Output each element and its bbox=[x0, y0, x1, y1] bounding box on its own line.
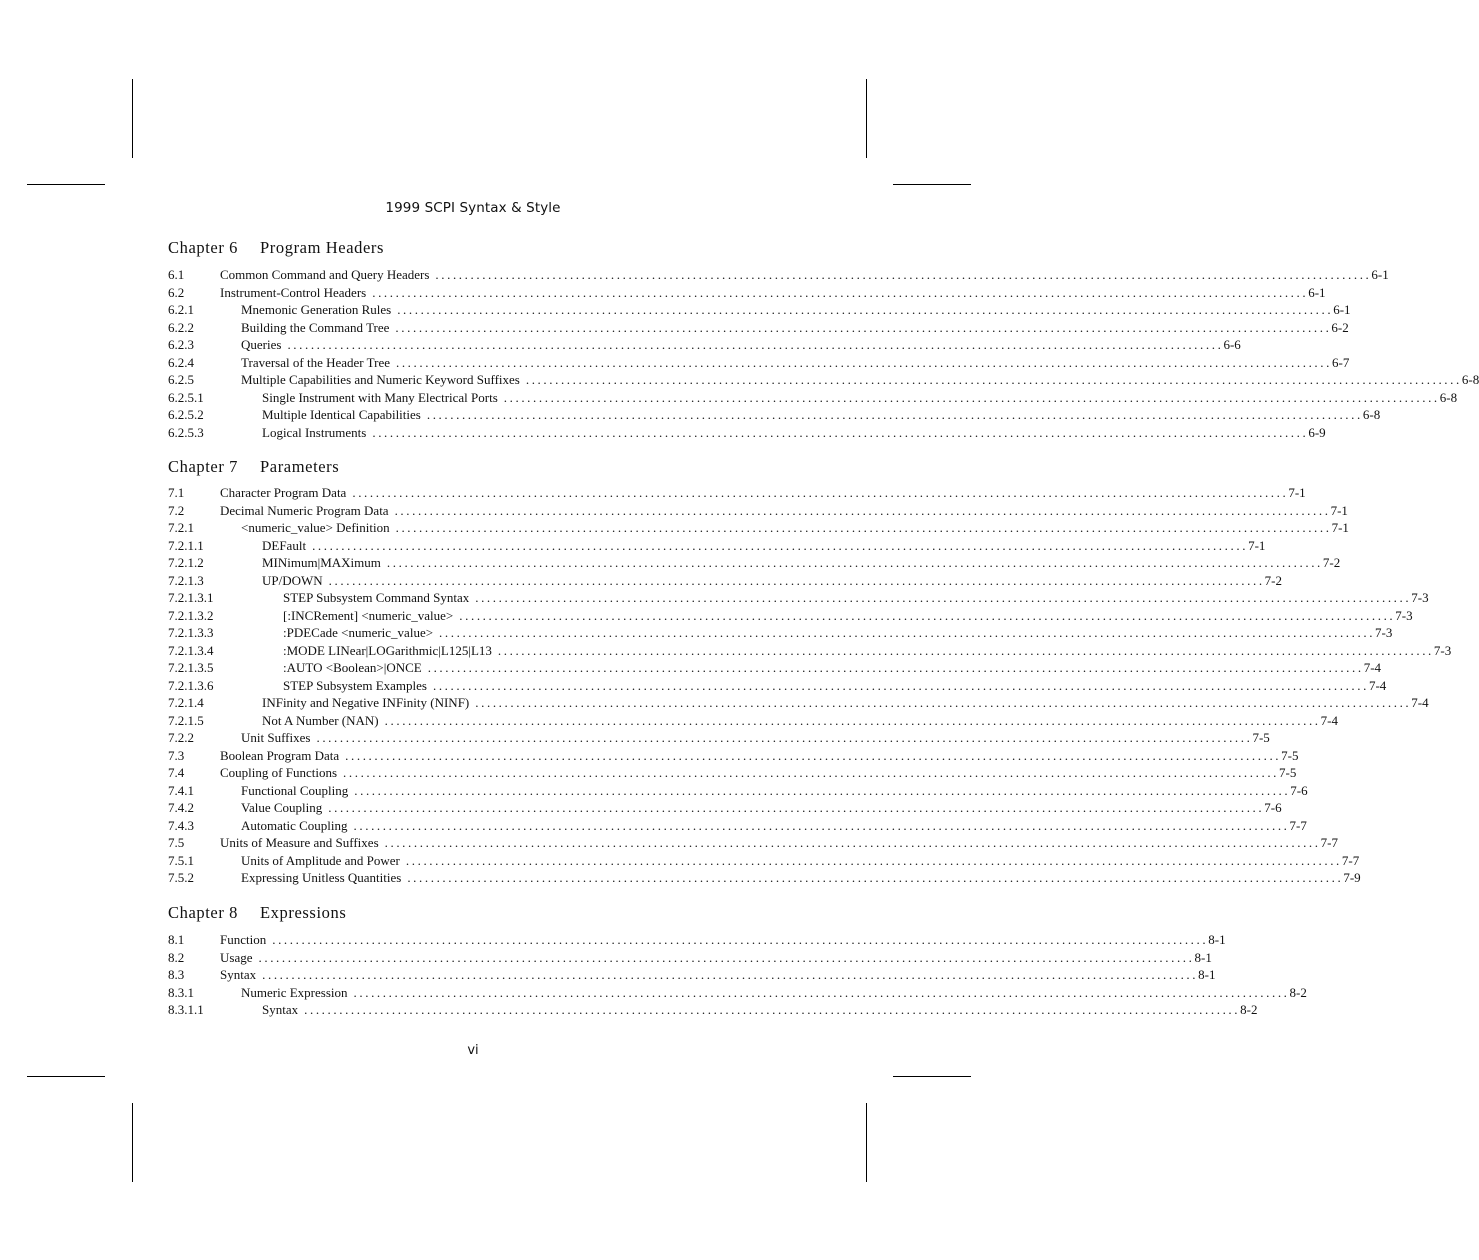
toc-entry-page: 8-2 bbox=[1289, 984, 1307, 1000]
crop-mark bbox=[893, 184, 971, 185]
toc-entry-number: 7.4.1 bbox=[168, 782, 194, 798]
toc-entry-number: 7.2.1.2 bbox=[168, 555, 204, 570]
toc-entry-title: Multiple Identical Capabilities bbox=[262, 407, 421, 422]
toc-entry-page: 7-7 bbox=[1320, 835, 1338, 850]
toc-entry-title: Usage bbox=[220, 949, 253, 965]
toc-entry-page: 7-1 bbox=[1288, 485, 1306, 500]
dot-leader: ................................................................................................................................................................ bbox=[394, 502, 1331, 518]
toc-entry-title: [:INCRement] <numeric_value> bbox=[283, 607, 454, 623]
toc-entry-number: 7.4.2 bbox=[168, 800, 194, 815]
toc-entry[interactable] bbox=[168, 372, 1479, 390]
toc-entry-number: 7.4.3 bbox=[168, 817, 194, 833]
toc-entry-title: Expressing Unitless Quantities bbox=[241, 870, 402, 885]
toc-entry[interactable] bbox=[168, 520, 1349, 538]
toc-entry-page: 7-2 bbox=[1322, 555, 1341, 570]
toc-entry-title: Automatic Coupling bbox=[241, 817, 348, 833]
toc-entry[interactable] bbox=[168, 502, 1348, 521]
toc-entry-number: 7.2.1.5 bbox=[168, 712, 204, 728]
toc-entry[interactable] bbox=[168, 1002, 1258, 1020]
crop-mark bbox=[893, 1076, 971, 1077]
toc-entry[interactable] bbox=[168, 389, 1458, 408]
toc-entry[interactable] bbox=[168, 835, 1338, 853]
dot-leader: ................................................................................................................................................................ bbox=[432, 677, 1369, 693]
toc-entry[interactable] bbox=[168, 590, 1429, 608]
toc-entry-number: 7.2.1.3.5 bbox=[168, 660, 214, 675]
dot-leader: ................................................................................................................................................................ bbox=[345, 747, 1282, 763]
dot-leader: ................................................................................................................................................................ bbox=[525, 372, 1462, 387]
toc-entry-number: 7.2.1 bbox=[168, 520, 194, 535]
toc-list bbox=[168, 932, 1307, 1020]
toc-entry-title: Numeric Expression bbox=[241, 984, 348, 1000]
toc-entry[interactable] bbox=[168, 319, 1349, 338]
toc-entry-number: 7.2.1.3 bbox=[168, 572, 204, 588]
toc-entry[interactable] bbox=[168, 555, 1341, 573]
toc-entry-number: 6.1 bbox=[168, 267, 185, 282]
dot-leader: ................................................................................................................................................................ bbox=[258, 949, 1195, 965]
running-header: 1999 SCPI Syntax & Style bbox=[385, 200, 561, 216]
toc-entry[interactable] bbox=[168, 695, 1429, 713]
toc-entry-title: Multiple Capabilities and Numeric Keyword Suffixes bbox=[241, 372, 520, 387]
chapter-title: Expressions bbox=[260, 903, 347, 922]
dot-leader: ................................................................................................................................................................ bbox=[497, 642, 1434, 658]
toc-entry-title: UP/DOWN bbox=[262, 572, 323, 588]
toc-entry[interactable] bbox=[168, 817, 1307, 836]
toc-entry-page: 6-8 bbox=[1362, 407, 1381, 422]
toc-entry-page: 7-5 bbox=[1252, 730, 1270, 745]
chapter-title: Program Headers bbox=[260, 238, 385, 257]
toc-entry-number: 7.5 bbox=[168, 835, 185, 850]
toc-entry-title: Value Coupling bbox=[241, 800, 323, 815]
toc-entry-page: 6-8 bbox=[1461, 372, 1479, 387]
toc-entry-title: Decimal Numeric Program Data bbox=[220, 502, 389, 518]
toc-entry[interactable] bbox=[168, 407, 1381, 425]
toc-entry-number: 6.2.5.1 bbox=[168, 389, 204, 405]
toc-entry-title: INFinity and Negative INFinity (NINF) bbox=[262, 695, 470, 710]
toc-entry-page: 7-3 bbox=[1395, 607, 1413, 623]
chapter-label: Chapter 8 bbox=[168, 903, 239, 922]
toc-entry-number: 7.4 bbox=[168, 765, 185, 780]
toc-entry-page: 7-7 bbox=[1341, 852, 1360, 868]
toc-entry-number: 7.5.2 bbox=[168, 870, 194, 885]
toc-entry[interactable] bbox=[168, 354, 1350, 373]
toc-entry[interactable] bbox=[168, 284, 1326, 303]
toc-entry-page: 6-6 bbox=[1223, 337, 1241, 352]
dot-leader: ................................................................................................................................................................ bbox=[435, 267, 1372, 282]
crop-mark bbox=[27, 184, 105, 185]
toc-entry-page: 7-4 bbox=[1368, 677, 1387, 693]
toc-entry-number: 6.2.5.3 bbox=[168, 424, 204, 440]
toc-entry[interactable] bbox=[168, 967, 1216, 985]
toc-entry-page: 6-1 bbox=[1333, 302, 1351, 317]
dot-leader: ................................................................................................................................................................ bbox=[312, 537, 1249, 553]
toc-entry-page: 8-2 bbox=[1240, 1002, 1258, 1017]
dot-leader: ................................................................................................................................................................ bbox=[353, 984, 1290, 1000]
dot-leader: ................................................................................................................................................................ bbox=[272, 932, 1209, 947]
toc-entry-number: 8.3 bbox=[168, 967, 185, 982]
toc-entry[interactable] bbox=[168, 302, 1351, 320]
toc-entry[interactable] bbox=[168, 932, 1226, 950]
dot-leader: ................................................................................................................................................................ bbox=[328, 800, 1265, 815]
toc-entry-number: 8.3.1 bbox=[168, 984, 194, 1000]
toc-entry-title: Functional Coupling bbox=[241, 782, 349, 798]
toc-entry[interactable] bbox=[168, 660, 1382, 678]
toc-entry[interactable] bbox=[168, 485, 1306, 503]
toc-entry-page: 6-8 bbox=[1439, 389, 1458, 405]
toc-entry-title: Character Program Data bbox=[220, 485, 347, 500]
dot-leader: ................................................................................................................................................................ bbox=[503, 389, 1440, 405]
toc-entry[interactable] bbox=[168, 730, 1270, 748]
dot-leader: ................................................................................................................................................................ bbox=[262, 967, 1199, 982]
toc-entry-number: 6.2.4 bbox=[168, 354, 194, 370]
toc-entry-page: 7-5 bbox=[1281, 747, 1299, 763]
toc-entry-page: 7-3 bbox=[1411, 590, 1429, 605]
toc-entry-title: DEFault bbox=[262, 537, 307, 553]
dot-leader: ................................................................................................................................................................ bbox=[427, 660, 1364, 675]
toc-entry-page: 6-2 bbox=[1331, 319, 1349, 335]
dot-leader: ................................................................................................................................................................ bbox=[386, 555, 1323, 570]
toc-entry-title: Instrument-Control Headers bbox=[220, 284, 367, 300]
toc-entry-number: 7.2.2 bbox=[168, 730, 194, 745]
dot-leader: ................................................................................................................................................................ bbox=[407, 870, 1344, 885]
toc-entry-number: 8.3.1.1 bbox=[168, 1002, 204, 1017]
toc-entry-page: 7-9 bbox=[1343, 870, 1361, 885]
crop-mark bbox=[27, 1076, 105, 1077]
dot-leader: ................................................................................................................................................................ bbox=[475, 590, 1412, 605]
toc-entry[interactable] bbox=[168, 424, 1326, 443]
dot-leader: ................................................................................................................................................................ bbox=[397, 302, 1334, 317]
dot-leader: ................................................................................................................................................................ bbox=[304, 1002, 1241, 1017]
toc-entry-number: 6.2.3 bbox=[168, 337, 194, 352]
toc-entry-number: 7.2.1.3.1 bbox=[168, 590, 214, 605]
dot-leader: ................................................................................................................................................................ bbox=[426, 407, 1363, 422]
toc-entry-number: 7.2.1.3.4 bbox=[168, 642, 214, 658]
toc-entry-number: 6.2.2 bbox=[168, 319, 194, 335]
dot-leader: ................................................................................................................................................................ bbox=[372, 424, 1309, 440]
toc-entry-title: STEP Subsystem Examples bbox=[283, 677, 427, 693]
toc-entry-page: 6-7 bbox=[1331, 354, 1350, 370]
toc-entry[interactable] bbox=[168, 337, 1241, 355]
dot-leader: ................................................................................................................................................................ bbox=[405, 852, 1342, 868]
toc-list bbox=[168, 485, 1452, 888]
dot-leader: ................................................................................................................................................................ bbox=[384, 712, 1321, 728]
dot-leader: ................................................................................................................................................................ bbox=[395, 354, 1332, 370]
dot-leader: ................................................................................................................................................................ bbox=[395, 520, 1332, 535]
toc-entry[interactable] bbox=[168, 712, 1338, 731]
toc-entry-title: Building the Command Tree bbox=[241, 319, 390, 335]
chapter-label: Chapter 7 bbox=[168, 457, 239, 476]
toc-entry[interactable] bbox=[168, 607, 1413, 626]
toc-entry-title: Unit Suffixes bbox=[241, 730, 311, 745]
toc-entry[interactable] bbox=[168, 572, 1283, 591]
toc-entry-title: :MODE LINear|LOGarithmic|L125|L13 bbox=[283, 642, 492, 658]
toc-entry[interactable] bbox=[168, 267, 1389, 285]
toc-entry-title: Units of Amplitude and Power bbox=[241, 852, 400, 868]
toc-entry-title: Logical Instruments bbox=[262, 424, 367, 440]
crop-mark bbox=[866, 79, 867, 158]
toc-entry-page: 7-3 bbox=[1375, 625, 1393, 640]
toc-entry-title: Traversal of the Header Tree bbox=[241, 354, 390, 370]
toc-entry-title: Syntax bbox=[262, 1002, 299, 1017]
chapter-title: Parameters bbox=[260, 457, 340, 476]
dot-leader: ................................................................................................................................................................ bbox=[343, 765, 1280, 780]
toc-entry-title: Syntax bbox=[220, 967, 257, 982]
chapter-heading bbox=[168, 238, 384, 258]
toc-entry-title: Units of Measure and Suffixes bbox=[220, 835, 379, 850]
toc-entry-title: :AUTO <Boolean>|ONCE bbox=[283, 660, 422, 675]
toc-entry[interactable] bbox=[168, 677, 1387, 696]
toc-entry[interactable] bbox=[168, 852, 1360, 871]
toc-entry[interactable] bbox=[168, 747, 1299, 766]
toc-entry-page: 7-4 bbox=[1411, 695, 1429, 710]
crop-mark bbox=[866, 1103, 867, 1182]
toc-entry[interactable] bbox=[168, 870, 1361, 888]
chapter-label: Chapter 6 bbox=[168, 238, 239, 257]
dot-leader: ................................................................................................................................................................ bbox=[328, 572, 1265, 588]
dot-leader: ................................................................................................................................................................ bbox=[372, 284, 1309, 300]
toc-entry-number: 6.2.1 bbox=[168, 302, 194, 317]
toc-entry-title: Single Instrument with Many Electrical Ports bbox=[262, 389, 498, 405]
dot-leader: ................................................................................................................................................................ bbox=[439, 625, 1376, 640]
toc-entry-title: Mnemonic Generation Rules bbox=[241, 302, 392, 317]
toc-entry-title: STEP Subsystem Command Syntax bbox=[283, 590, 470, 605]
toc-entry-page: 7-7 bbox=[1289, 817, 1307, 833]
toc-entry[interactable] bbox=[168, 537, 1266, 556]
toc-entry-title: Queries bbox=[241, 337, 282, 352]
toc-entry-title: Not A Number (NAN) bbox=[262, 712, 379, 728]
dot-leader: ................................................................................................................................................................ bbox=[459, 607, 1396, 623]
toc-entry-title: :PDECade <numeric_value> bbox=[283, 625, 434, 640]
chapter-heading bbox=[168, 457, 339, 477]
toc-entry-page: 8-1 bbox=[1208, 932, 1226, 947]
toc-entry[interactable] bbox=[168, 949, 1212, 968]
toc-entry-page: 7-2 bbox=[1264, 572, 1283, 588]
toc-entry[interactable] bbox=[168, 625, 1393, 643]
toc-entry-number: 7.2.1.4 bbox=[168, 695, 204, 710]
dot-leader: ................................................................................................................................................................ bbox=[354, 782, 1291, 798]
toc-entry-number: 6.2.5.2 bbox=[168, 407, 204, 422]
toc-entry-number: 7.2.1.1 bbox=[168, 537, 204, 553]
toc-entry[interactable] bbox=[168, 765, 1297, 783]
toc-entry-page: 8-1 bbox=[1198, 967, 1216, 982]
toc-entry-page: 8-1 bbox=[1194, 949, 1212, 965]
page-number: vi bbox=[467, 1043, 479, 1058]
toc-entry[interactable] bbox=[168, 782, 1308, 801]
toc-entry-number: 6.2 bbox=[168, 284, 185, 300]
crop-mark bbox=[132, 1103, 133, 1182]
toc-entry-number: 8.1 bbox=[168, 932, 185, 947]
toc-entry-number: 7.5.1 bbox=[168, 852, 194, 868]
chapter-heading bbox=[168, 903, 346, 923]
toc-entry[interactable] bbox=[168, 800, 1282, 818]
dot-leader: ................................................................................................................................................................ bbox=[475, 695, 1412, 710]
toc-entry-page: 7-6 bbox=[1290, 782, 1308, 798]
toc-entry-number: 7.2.1.3.2 bbox=[168, 607, 214, 623]
toc-entry-page: 7-6 bbox=[1264, 800, 1282, 815]
toc-entry-number: 7.2.1.3.3 bbox=[168, 625, 214, 640]
dot-leader: ................................................................................................................................................................ bbox=[395, 319, 1332, 335]
toc-entry[interactable] bbox=[168, 642, 1452, 661]
toc-entry-number: 7.2 bbox=[168, 502, 185, 518]
toc-list bbox=[168, 267, 1479, 442]
toc-entry-page: 7-3 bbox=[1433, 642, 1452, 658]
toc-entry-number: 7.3 bbox=[168, 747, 185, 763]
toc-entry-page: 7-1 bbox=[1248, 537, 1266, 553]
toc-entry-number: 8.2 bbox=[168, 949, 185, 965]
toc-entry-title: Coupling of Functions bbox=[220, 765, 338, 780]
toc-entry-number: 7.2.1.3.6 bbox=[168, 677, 214, 693]
toc-entry-title: Common Command and Query Headers bbox=[220, 267, 430, 282]
dot-leader: ................................................................................................................................................................ bbox=[384, 835, 1321, 850]
dot-leader: ................................................................................................................................................................ bbox=[352, 485, 1289, 500]
toc-entry-number: 7.1 bbox=[168, 485, 185, 500]
toc-entry-title: Boolean Program Data bbox=[220, 747, 340, 763]
toc-entry-page: 7-4 bbox=[1320, 712, 1338, 728]
toc-entry-page: 6-9 bbox=[1308, 424, 1326, 440]
dot-leader: ................................................................................................................................................................ bbox=[287, 337, 1224, 352]
dot-leader: ................................................................................................................................................................ bbox=[353, 817, 1290, 833]
crop-mark bbox=[132, 79, 133, 158]
toc-entry-page: 6-1 bbox=[1371, 267, 1389, 282]
toc-entry-number: 6.2.5 bbox=[168, 372, 194, 387]
toc-entry-title: Function bbox=[220, 932, 267, 947]
toc-entry-title: <numeric_value> Definition bbox=[241, 520, 390, 535]
toc-entry-page: 7-1 bbox=[1331, 520, 1349, 535]
dot-leader: ................................................................................................................................................................ bbox=[316, 730, 1253, 745]
toc-entry-page: 7-5 bbox=[1279, 765, 1297, 780]
toc-entry-page: 7-1 bbox=[1330, 502, 1348, 518]
toc-entry-title: MINimum|MAXimum bbox=[262, 555, 381, 570]
toc-entry[interactable] bbox=[168, 984, 1307, 1003]
toc-entry-page: 6-1 bbox=[1308, 284, 1326, 300]
toc-entry-page: 7-4 bbox=[1363, 660, 1382, 675]
